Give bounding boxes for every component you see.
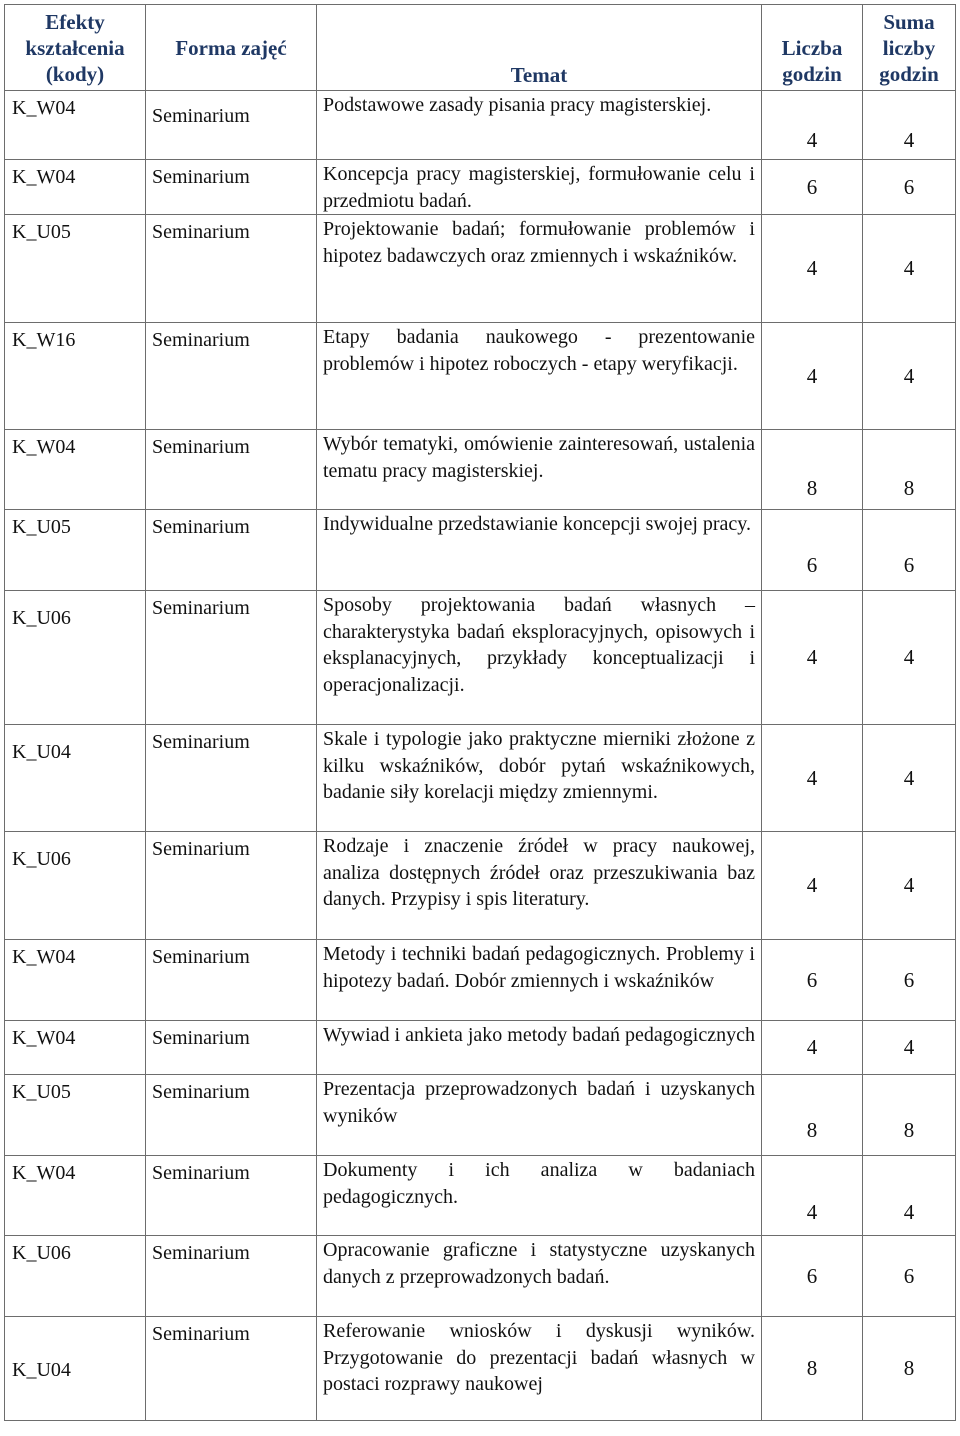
topic-cell: Sposoby projektowania badań własnych – charakterystyka badań eksploracyjnych, opisowych i eksplanacyjnych, przykłady konceptualizacji i operacjonalizacji. xyxy=(317,591,762,725)
sum-cell: 8 xyxy=(863,1075,956,1156)
header-sum: Suma liczby godzin xyxy=(863,5,956,91)
effect-code-cell: K_W04 xyxy=(5,91,146,160)
header-hours: Liczba godzin xyxy=(762,5,863,91)
table-row xyxy=(5,1156,956,1236)
sum-cell: 6 xyxy=(863,510,956,591)
topic-cell: Dokumenty i ich analiza w badaniach pedagogicznych. xyxy=(317,1156,762,1236)
form-cell: Seminarium xyxy=(146,1317,317,1421)
table-row xyxy=(5,1075,956,1156)
table-row xyxy=(5,1317,956,1421)
hours-cell: 4 xyxy=(762,215,863,323)
table-row xyxy=(5,1236,956,1317)
topic-cell: Skale i typologie jako praktyczne mierniki złożone z kilku wskaźników, dobór pytań wskaźnikowych, badanie siły korelacji między zmiennymi. xyxy=(317,725,762,832)
topic-cell: Prezentacja przeprowadzonych badań i uzyskanych wyników xyxy=(317,1075,762,1156)
form-cell: Seminarium xyxy=(146,160,317,215)
table-header-row xyxy=(5,5,956,91)
form-cell: Seminarium xyxy=(146,832,317,940)
table-row xyxy=(5,215,956,323)
hours-cell: 4 xyxy=(762,1021,863,1075)
sum-cell: 6 xyxy=(863,940,956,1021)
sum-cell: 4 xyxy=(863,323,956,430)
sum-cell: 8 xyxy=(863,1317,956,1421)
table-row xyxy=(5,430,956,510)
hours-cell: 4 xyxy=(762,323,863,430)
sum-cell: 4 xyxy=(863,1156,956,1236)
table-row xyxy=(5,1021,956,1075)
effect-code-cell: K_U04 xyxy=(5,1317,146,1421)
topic-cell: Indywidualne przedstawianie koncepcji swojej pracy. xyxy=(317,510,762,591)
hours-cell: 8 xyxy=(762,1317,863,1421)
header-form: Forma zajęć xyxy=(146,5,317,91)
sum-cell: 4 xyxy=(863,91,956,160)
form-cell: Seminarium xyxy=(146,91,317,160)
topic-cell: Opracowanie graficzne i statystyczne uzyskanych danych z przeprowadzonych badań. xyxy=(317,1236,762,1317)
topic-cell: Projektowanie badań; formułowanie problemów i hipotez badawczych oraz zmiennych i wskaźników. xyxy=(317,215,762,323)
table-row xyxy=(5,725,956,832)
effect-code-cell: K_W04 xyxy=(5,430,146,510)
effect-code-cell: K_W04 xyxy=(5,940,146,1021)
effect-code-cell: K_W04 xyxy=(5,1021,146,1075)
sum-cell: 4 xyxy=(863,832,956,940)
topic-cell: Rodzaje i znaczenie źródeł w pracy naukowej, analiza dostępnych źródeł oraz przeszukiwania baz danych. Przypisy i spis literatury. xyxy=(317,832,762,940)
effect-code-cell: K_U05 xyxy=(5,1075,146,1156)
header-topic: Temat xyxy=(317,5,762,91)
effect-code-cell: K_U04 xyxy=(5,725,146,832)
hours-cell: 6 xyxy=(762,510,863,591)
sum-cell: 4 xyxy=(863,725,956,832)
form-cell: Seminarium xyxy=(146,510,317,591)
form-cell: Seminarium xyxy=(146,1075,317,1156)
hours-cell: 4 xyxy=(762,1156,863,1236)
hours-cell: 6 xyxy=(762,1236,863,1317)
sum-cell: 6 xyxy=(863,1236,956,1317)
effect-code-cell: K_U06 xyxy=(5,591,146,725)
topic-cell: Referowanie wniosków i dyskusji wyników. Przygotowanie do prezentacji badań własnych w postaci rozprawy naukowej xyxy=(317,1317,762,1421)
topic-cell: Etapy badania naukowego - prezentowanie problemów i hipotez roboczych - etapy weryfikacji. xyxy=(317,323,762,430)
form-cell: Seminarium xyxy=(146,940,317,1021)
table-row xyxy=(5,832,956,940)
form-cell: Seminarium xyxy=(146,591,317,725)
hours-cell: 6 xyxy=(762,160,863,215)
curriculum-table xyxy=(4,4,956,1421)
table-row xyxy=(5,591,956,725)
hours-cell: 6 xyxy=(762,940,863,1021)
hours-cell: 8 xyxy=(762,430,863,510)
form-cell: Seminarium xyxy=(146,1236,317,1317)
topic-cell: Podstawowe zasady pisania pracy magisterskiej. xyxy=(317,91,762,160)
topic-cell: Wybór tematyki, omówienie zainteresowań, ustalenia tematu pracy magisterskiej. xyxy=(317,430,762,510)
form-cell: Seminarium xyxy=(146,1156,317,1236)
sum-cell: 4 xyxy=(863,591,956,725)
sum-cell: 4 xyxy=(863,215,956,323)
header-code: Efekty kształcenia (kody) xyxy=(5,5,146,91)
hours-cell: 4 xyxy=(762,725,863,832)
hours-cell: 4 xyxy=(762,91,863,160)
form-cell: Seminarium xyxy=(146,725,317,832)
hours-cell: 4 xyxy=(762,591,863,725)
effect-code-cell: K_W04 xyxy=(5,1156,146,1236)
form-cell: Seminarium xyxy=(146,215,317,323)
effect-code-cell: K_U06 xyxy=(5,1236,146,1317)
table-row xyxy=(5,91,956,160)
form-cell: Seminarium xyxy=(146,323,317,430)
effect-code-cell: K_W16 xyxy=(5,323,146,430)
effect-code-cell: K_W04 xyxy=(5,160,146,215)
topic-cell: Koncepcja pracy magisterskiej, formułowanie celu i przedmiotu badań. xyxy=(317,160,762,215)
table-row xyxy=(5,160,956,215)
topic-cell: Wywiad i ankieta jako metody badań pedagogicznych xyxy=(317,1021,762,1075)
hours-cell: 8 xyxy=(762,1075,863,1156)
table-row xyxy=(5,940,956,1021)
sum-cell: 8 xyxy=(863,430,956,510)
effect-code-cell: K_U06 xyxy=(5,832,146,940)
form-cell: Seminarium xyxy=(146,1021,317,1075)
sum-cell: 6 xyxy=(863,160,956,215)
hours-cell: 4 xyxy=(762,832,863,940)
effect-code-cell: K_U05 xyxy=(5,510,146,591)
table-row xyxy=(5,510,956,591)
table-row xyxy=(5,323,956,430)
form-cell: Seminarium xyxy=(146,430,317,510)
topic-cell: Metody i techniki badań pedagogicznych. Problemy i hipotezy badań. Dobór zmiennych i wskaźników xyxy=(317,940,762,1021)
sum-cell: 4 xyxy=(863,1021,956,1075)
effect-code-cell: K_U05 xyxy=(5,215,146,323)
